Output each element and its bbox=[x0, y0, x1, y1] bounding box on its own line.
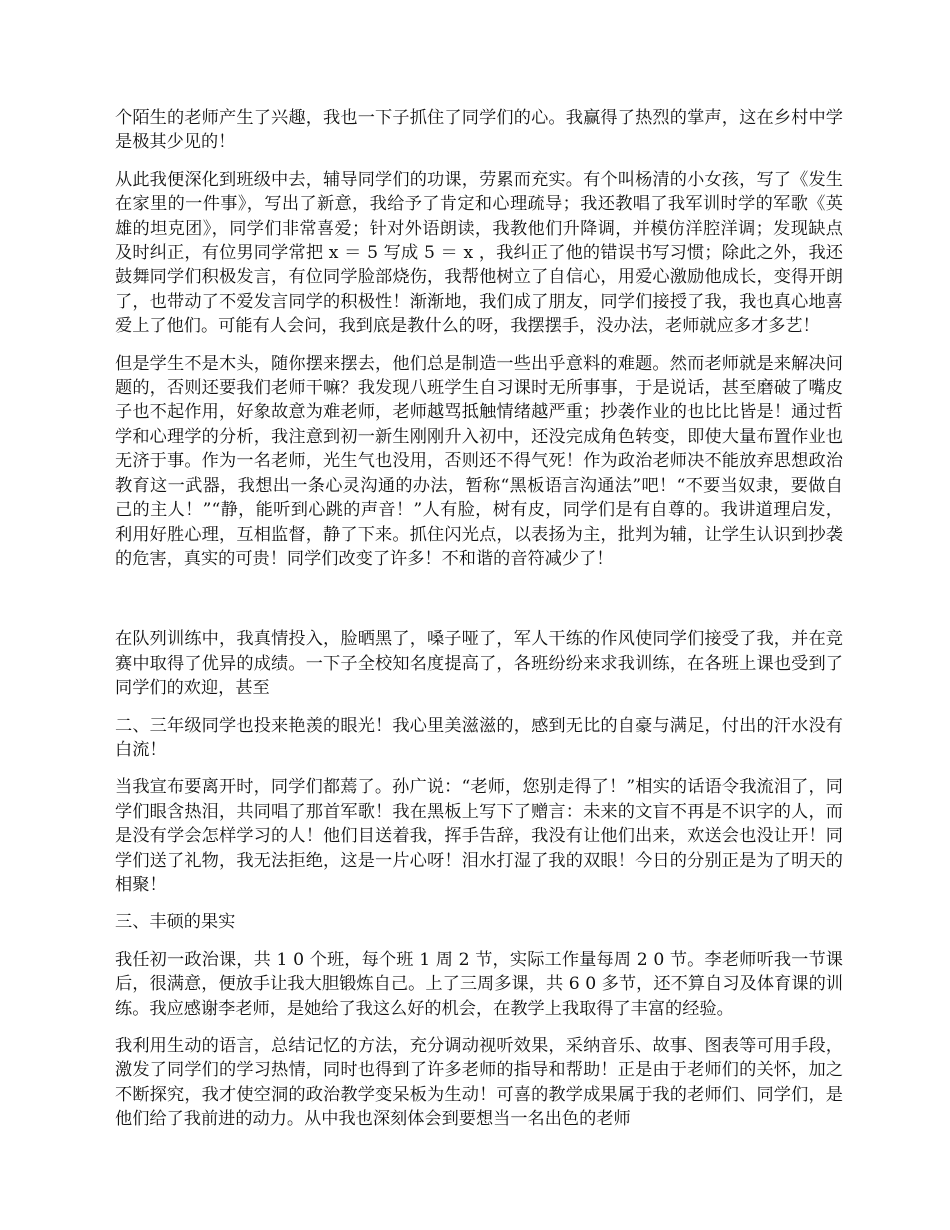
paragraph-8: 我利用生动的语言，总结记忆的方法，充分调动视听效果，采纳音乐、故事、图表等可用手段，激发了同学们的学习热情，同时也得到了许多老师的指导和帮助！正是由于老师们的关怀，加之不断探究，我才使空洞的政治教学变呆板为生动！可喜的教学成果属于我的老师们、同学们，是他们给了我前进的动力。从中我也深刻体会到要想当一名出色的老师 bbox=[115, 1036, 843, 1130]
section-heading: 三、丰硕的果实 bbox=[115, 912, 236, 933]
paragraph-6: 当我宣布要离开时，同学们都蔫了。孙广说：“老师，您别走得了！”相实的话语令我流泪了，同学们眼含热泪，共同唱了那首军歌！我在黑板上写下了赠言：未来的文盲不再是不识字的人，而是没有学会怎样学习的人！他们目送着我，挥手告辞，我没有让他们出来，欢送会也没让开！同学们送了礼物，我无法拒绝，这是一片心呀！泪水打湿了我的双眼！今日的分别正是为了明天的相聚！ bbox=[115, 777, 843, 895]
document-body bbox=[115, 106, 843, 1145]
paragraph-3: 但是学生不是木头，随你摆来摆去，他们总是制造一些出乎意料的难题。然而老师就是来解决问题的，否则还要我们老师干嘛？我发现八班学生自习课时无所事事，于是说话，甚至磨破了嘴皮子也不起作用，好象故意为难老师，老师越骂抵触情绪越严重；抄袭作业的也比比皆是！通过哲学和心理学的分析，我注意到初一新生刚刚升入初中，还没完成角色转变，即使大量布置作业也无济于事。作为一名老师，光生气也没用，否则还不得气死！作为政治老师决不能放弃思想政治教育这一武器，我想出一条心灵沟通的办法，暂称“黑板语言沟通法”吧！“不要当奴隶，要做自己的主人！”“静，能听到心跳的声音！”人有脸，树有皮，同学们是有自尊的。我讲道理启发，利用好胜心理，互相监督，静了下来。抓住闪光点，以表扬为主，批判为辅，让学生认识到抄袭的危害，真实的可贵！同学们改变了许多！不和谐的音符减少了！ bbox=[115, 353, 843, 569]
paragraph-4: 在队列训练中，我真情投入，脸晒黑了，嗓子哑了，军人干练的作风使同学们接受了我，并在竞赛中取得了优异的成绩。一下子全校知名度提高了，各班纷纷来求我训练，在各班上课也受到了同学们的欢迎，甚至 bbox=[115, 629, 843, 699]
paragraph-5: 二、三年级同学也投来艳羡的眼光！我心里美滋滋的，感到无比的自豪与满足，付出的汗水没有白流！ bbox=[115, 715, 843, 760]
paragraph-2: 从此我便深化到班级中去，辅导同学们的功课，劳累而充实。有个叫杨清的小女孩，写了《发生在家里的一件事》，写出了新意，我给予了肯定和心理疏导；我还教唱了我军训时学的军歌《英雄的坦克团》，同学们非常喜爱；针对外语朗读，我教他们升降调，并模仿洋腔洋调；发现缺点及时纠正，有位男同学常把 x ＝ 5 写成 5 ＝ x ，我纠正了他的错误书写习惯；除此之外，我还鼓舞同学们积极发言，有位同学脸部烧伤，我帮他树立了自信心，用爱心激励他成长，变得开朗了，也带动了不爱发言同学的积极性！渐渐地，我们成了朋友，同学们接授了我，我也真心地喜爱上了他们。可能有人会问，我到底是教什么的呀，我摆摆手，没办法，老师就应多才多艺！ bbox=[115, 169, 843, 337]
paragraph-7: 我任初一政治课，共 1 0 个班，每个班 1 周 2 节，实际工作量每周 2 0 节。李老师听我一节课后，很满意，便放手让我大胆锻炼自己。上了三周多课，共 6 0 多节，还不算自习及体育课的训练。我应感谢李老师，是她给了我这么好的机会，在教学上我取得了丰富的经验。 bbox=[115, 949, 843, 1019]
paragraph-1: 个陌生的老师产生了兴趣，我也一下子抓住了同学们的心。我赢得了热烈的掌声，这在乡村中学是极其少见的！ bbox=[115, 108, 843, 153]
blank-space bbox=[115, 584, 843, 627]
